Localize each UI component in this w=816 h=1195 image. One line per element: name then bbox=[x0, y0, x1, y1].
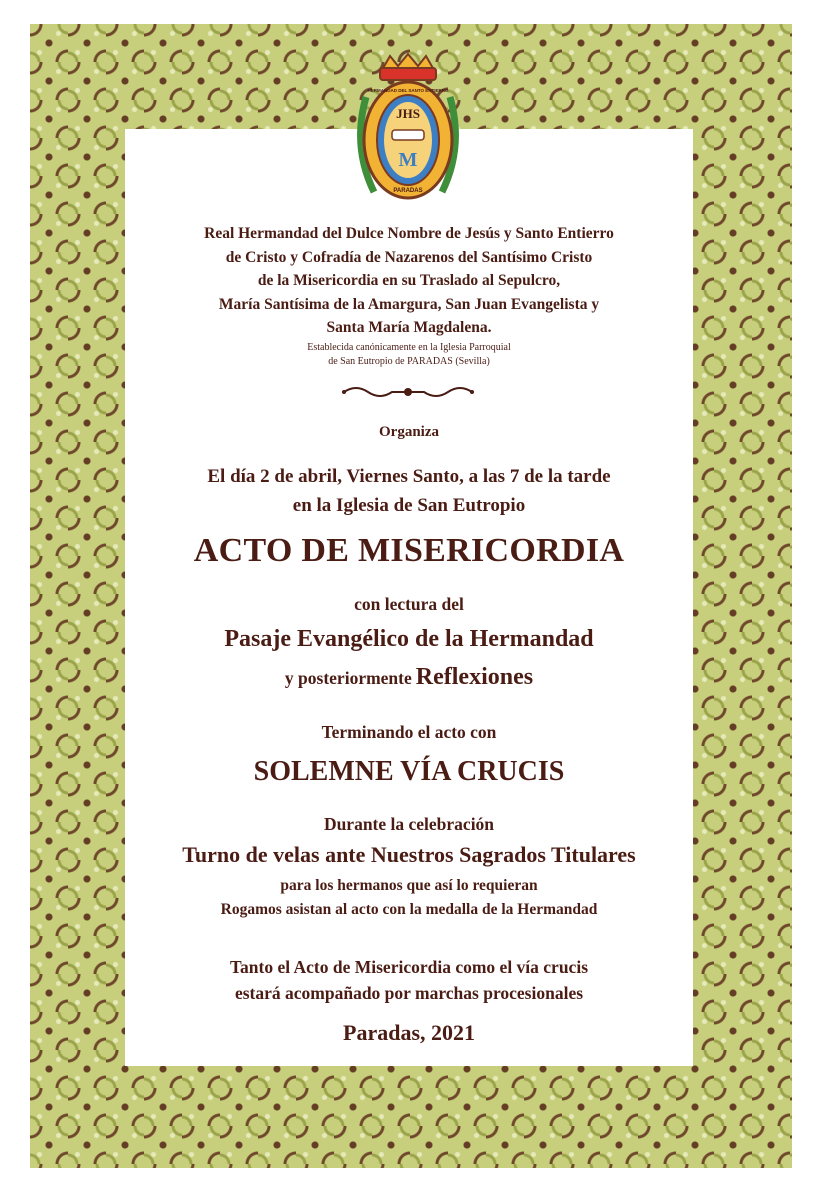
posteriormente-text: y posteriormente bbox=[284, 668, 412, 688]
pasaje-text: Pasaje Evangélico de la Hermandad bbox=[224, 626, 594, 652]
established-line: de San Eutropio de PARADAS (Sevilla) bbox=[328, 356, 490, 367]
date-line: El día 2 de abril, Viernes Santo, a las 7 de la tarde bbox=[207, 466, 611, 487]
header-line: María Santísima de la Amargura, San Juan Evangelista y bbox=[218, 295, 600, 313]
marchas-note bbox=[125, 954, 693, 1006]
header-line: de Cristo y Cofradía de Nazarenos del Santísimo Cristo bbox=[225, 248, 593, 266]
crest-ring-text: HERMANDAD DEL SANTO ENTIERRO bbox=[367, 88, 449, 93]
header-line: Real Hermandad del Dulce Nombre de Jesús y Santo Entierro bbox=[204, 225, 614, 242]
hermanos-line: para los hermanos que así lo requieran bbox=[280, 877, 538, 894]
ornament-divider-icon bbox=[340, 384, 476, 400]
reflexiones-line bbox=[125, 664, 693, 691]
crest-monogram-top: JHS bbox=[396, 106, 420, 121]
hermanos-note bbox=[125, 874, 693, 922]
header-line: de la Misericordia en su Traslado al Sepulcro, bbox=[257, 272, 561, 289]
place-date: Paradas, 2021 bbox=[343, 1020, 475, 1045]
tanto-line: estará acompañado por marchas procesionales bbox=[234, 983, 584, 1003]
brotherhood-crest-icon bbox=[352, 52, 464, 204]
lectura-text: con lectura del bbox=[354, 594, 464, 614]
established-line: Establecida canónicamente en la Iglesia Parroquial bbox=[307, 342, 511, 353]
established-note bbox=[125, 341, 693, 369]
organiza-text: Organiza bbox=[379, 424, 439, 440]
header-line: Santa María Magdalena. bbox=[326, 319, 492, 336]
crest-town-text: PARADAS bbox=[393, 188, 423, 194]
crest-monogram-bottom: M bbox=[398, 149, 418, 171]
via-crucis-title: SOLEMNE VÍA CRUCIS bbox=[253, 756, 565, 787]
durante-text: Durante la celebración bbox=[323, 814, 495, 834]
turno-text: Turno de velas ante Nuestros Sagrados Titulares bbox=[182, 842, 636, 867]
hermanos-line: Rogamos asistan al acto con la medalla de la Hermandad bbox=[220, 901, 598, 918]
date-line: en la Iglesia de San Eutropio bbox=[292, 495, 526, 516]
terminando-text: Terminando el acto con bbox=[321, 722, 497, 742]
event-title: ACTO DE MISERICORDIA bbox=[193, 532, 625, 569]
tanto-line: Tanto el Acto de Misericordia como el vía crucis bbox=[229, 957, 589, 977]
reflexiones-text: Reflexiones bbox=[415, 664, 534, 690]
brotherhood-name bbox=[125, 222, 693, 340]
event-date bbox=[125, 462, 693, 520]
